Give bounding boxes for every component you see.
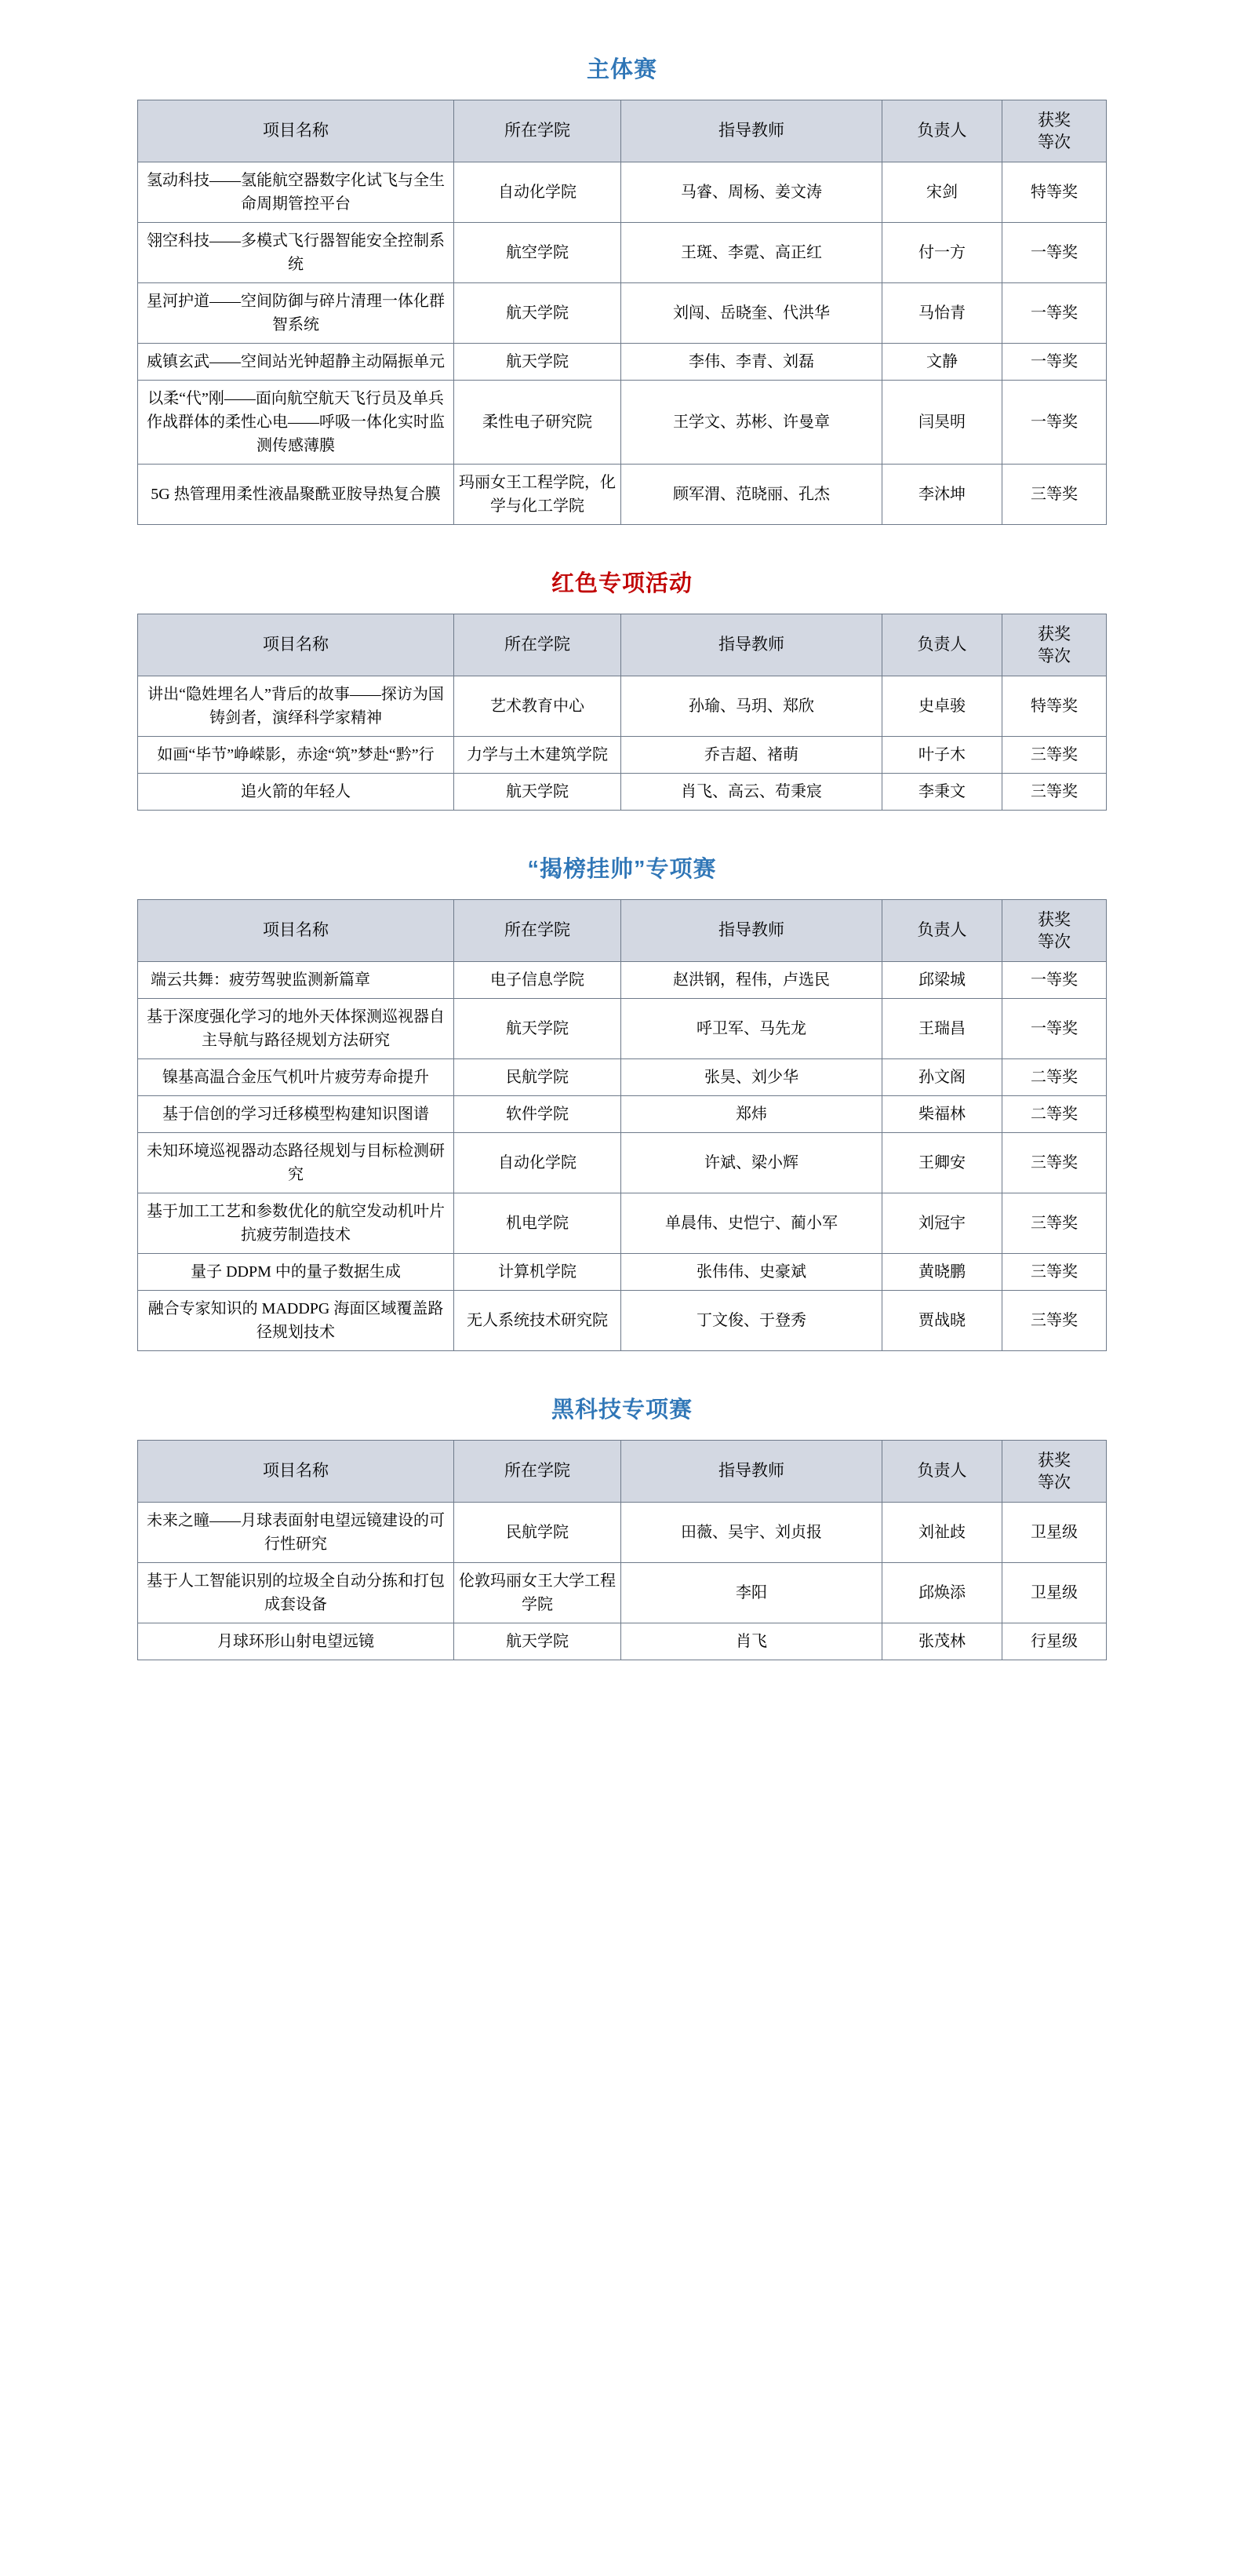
cell-project-name: 以柔“代”刚——面向航空航天飞行员及单兵作战群体的柔性心电——呼吸一体化实时监测传感薄膜: [138, 381, 454, 465]
cell-project-name: 5G 热管理用柔性液晶聚酰亚胺导热复合膜: [138, 465, 454, 525]
cell-teachers: 呼卫军、马先龙: [621, 999, 882, 1059]
cell-leader: 李沐坤: [882, 465, 1002, 525]
cell-project-name: 端云共舞：疲劳驾驶监测新篇章: [138, 962, 454, 999]
award-table: [137, 1440, 1107, 1660]
award-level-header-line2: 等次: [1038, 1473, 1071, 1492]
award-section: [0, 52, 1244, 525]
cell-project-name: 追火箭的年轻人: [138, 774, 454, 811]
cell-college: 航天学院: [454, 999, 621, 1059]
cell-project-name: 未来之瞳——月球表面射电望远镜建设的可行性研究: [138, 1503, 454, 1563]
cell-college: 民航学院: [454, 1503, 621, 1563]
cell-college: 自动化学院: [454, 1133, 621, 1193]
cell-college: 航天学院: [454, 1623, 621, 1660]
cell-award-level: 三等奖: [1002, 465, 1107, 525]
column-header-teachers: 指导教师: [621, 1441, 882, 1503]
cell-college: 机电学院: [454, 1193, 621, 1254]
cell-college: 航天学院: [454, 283, 621, 344]
cell-award-level: 一等奖: [1002, 344, 1107, 381]
cell-teachers: 丁文俊、于登秀: [621, 1291, 882, 1351]
table-row: [138, 344, 1107, 381]
section-title: 黑科技专项赛: [551, 1397, 693, 1423]
award-level-header-line1: 获奖: [1038, 909, 1071, 929]
table-row: [138, 1563, 1107, 1623]
cell-leader: 邱梁城: [882, 962, 1002, 999]
table-row: [138, 1623, 1107, 1660]
cell-award-level: 行星级: [1002, 1623, 1107, 1660]
cell-award-level: 卫星级: [1002, 1563, 1107, 1623]
table-row: [138, 676, 1107, 737]
section-title: 红色专项活动: [551, 571, 693, 596]
cell-college: 计算机学院: [454, 1254, 621, 1291]
cell-award-level: 一等奖: [1002, 999, 1107, 1059]
table-header-row: [138, 614, 1107, 676]
column-header-leader: 负责人: [882, 900, 1002, 962]
table-header-row: [138, 1441, 1107, 1503]
column-header-college: 所在学院: [454, 100, 621, 162]
cell-project-name: 翎空科技——多模式飞行器智能安全控制系统: [138, 223, 454, 283]
cell-award-level: 三等奖: [1002, 1254, 1107, 1291]
column-header-award-level: [1002, 1441, 1107, 1503]
column-header-leader: 负责人: [882, 100, 1002, 162]
table-row: [138, 381, 1107, 465]
cell-award-level: 三等奖: [1002, 1291, 1107, 1351]
cell-award-level: 一等奖: [1002, 283, 1107, 344]
sections-container: [0, 52, 1244, 1660]
cell-leader: 孙文阁: [882, 1059, 1002, 1096]
table-row: [138, 283, 1107, 344]
column-header-teachers: 指导教师: [621, 900, 882, 962]
cell-leader: 马怡青: [882, 283, 1002, 344]
award-level-header-line2: 等次: [1038, 647, 1071, 665]
cell-leader: 王瑞昌: [882, 999, 1002, 1059]
award-level-header-line1: 获奖: [1038, 110, 1071, 129]
cell-teachers: 王学文、苏彬、许曼章: [621, 381, 882, 465]
cell-teachers: 肖飞、高云、苟秉宸: [621, 774, 882, 811]
cell-award-level: 特等奖: [1002, 162, 1107, 223]
table-row: [138, 1503, 1107, 1563]
cell-project-name: 讲出“隐姓埋名人”背后的故事——探访为国铸剑者，演绎科学家精神: [138, 676, 454, 737]
table-row: [138, 465, 1107, 525]
cell-college: 自动化学院: [454, 162, 621, 223]
column-header-project-name: 项目名称: [138, 100, 454, 162]
cell-leader: 柴福林: [882, 1096, 1002, 1133]
cell-leader: 王卿安: [882, 1133, 1002, 1193]
award-level-header-line1: 获奖: [1038, 1450, 1071, 1470]
cell-teachers: 李阳: [621, 1563, 882, 1623]
cell-leader: 文静: [882, 344, 1002, 381]
table-row: [138, 1059, 1107, 1096]
award-level-header-line1: 获奖: [1038, 624, 1071, 643]
cell-teachers: 肖飞: [621, 1623, 882, 1660]
cell-project-name: 基于信创的学习迁移模型构建知识图谱: [138, 1096, 454, 1133]
table-row: [138, 223, 1107, 283]
cell-college: 民航学院: [454, 1059, 621, 1096]
column-header-college: 所在学院: [454, 1441, 621, 1503]
cell-project-name: 氢动科技——氢能航空器数字化试飞与全生命周期管控平台: [138, 162, 454, 223]
table-row: [138, 962, 1107, 999]
cell-college: 电子信息学院: [454, 962, 621, 999]
column-header-award-level: [1002, 100, 1107, 162]
cell-award-level: 二等奖: [1002, 1096, 1107, 1133]
cell-leader: 刘冠宇: [882, 1193, 1002, 1254]
cell-teachers: 张昊、刘少华: [621, 1059, 882, 1096]
table-row: [138, 737, 1107, 774]
cell-leader: 付一方: [882, 223, 1002, 283]
cell-teachers: 张伟伟、史豪斌: [621, 1254, 882, 1291]
column-header-award-level: [1002, 614, 1107, 676]
cell-project-name: 星河护道——空间防御与碎片清理一体化群智系统: [138, 283, 454, 344]
cell-project-name: 威镇玄武——空间站光钟超静主动隔振单元: [138, 344, 454, 381]
cell-award-level: 三等奖: [1002, 737, 1107, 774]
column-header-award-level: [1002, 900, 1107, 962]
cell-leader: 闫昊明: [882, 381, 1002, 465]
column-header-college: 所在学院: [454, 900, 621, 962]
table-row: [138, 1254, 1107, 1291]
cell-teachers: 顾军渭、范晓丽、孔杰: [621, 465, 882, 525]
cell-project-name: 量子 DDPM 中的量子数据生成: [138, 1254, 454, 1291]
table-row: [138, 1193, 1107, 1254]
cell-college: 航空学院: [454, 223, 621, 283]
table-row: [138, 1291, 1107, 1351]
table-row: [138, 1133, 1107, 1193]
cell-teachers: 孙瑜、马玥、郑欣: [621, 676, 882, 737]
cell-college: 无人系统技术研究院: [454, 1291, 621, 1351]
cell-project-name: 如画“毕节”峥嵘影，赤途“筑”梦赴“黔”行: [138, 737, 454, 774]
cell-award-level: 二等奖: [1002, 1059, 1107, 1096]
cell-award-level: 三等奖: [1002, 1133, 1107, 1193]
cell-teachers: 田薇、吴宇、刘贞报: [621, 1503, 882, 1563]
cell-leader: 李秉文: [882, 774, 1002, 811]
cell-teachers: 王斑、李霓、高正红: [621, 223, 882, 283]
column-header-leader: 负责人: [882, 1441, 1002, 1503]
table-header-row: [138, 900, 1107, 962]
cell-college: 航天学院: [454, 344, 621, 381]
column-header-project-name: 项目名称: [138, 900, 454, 962]
column-header-teachers: 指导教师: [621, 100, 882, 162]
column-header-project-name: 项目名称: [138, 1441, 454, 1503]
cell-project-name: 基于深度强化学习的地外天体探测巡视器自主导航与路径规划方法研究: [138, 999, 454, 1059]
cell-award-level: 特等奖: [1002, 676, 1107, 737]
column-header-teachers: 指导教师: [621, 614, 882, 676]
cell-project-name: 月球环形山射电望远镜: [138, 1623, 454, 1660]
cell-college: 艺术教育中心: [454, 676, 621, 737]
cell-college: 柔性电子研究院: [454, 381, 621, 465]
cell-leader: 刘祉歧: [882, 1503, 1002, 1563]
cell-leader: 黄晓鹏: [882, 1254, 1002, 1291]
cell-teachers: 许斌、梁小辉: [621, 1133, 882, 1193]
award-table: [137, 100, 1107, 525]
cell-award-level: 一等奖: [1002, 223, 1107, 283]
award-table: [137, 899, 1107, 1351]
award-level-header-line2: 等次: [1038, 133, 1071, 151]
cell-project-name: 未知环境巡视器动态路径规划与目标检测研究: [138, 1133, 454, 1193]
cell-college: 软件学院: [454, 1096, 621, 1133]
cell-leader: 宋剑: [882, 162, 1002, 223]
cell-teachers: 乔吉超、褚萌: [621, 737, 882, 774]
table-row: [138, 1096, 1107, 1133]
award-section: [0, 851, 1244, 1351]
column-header-college: 所在学院: [454, 614, 621, 676]
table-row: [138, 162, 1107, 223]
cell-teachers: 李伟、李青、刘磊: [621, 344, 882, 381]
cell-leader: 贾战晓: [882, 1291, 1002, 1351]
cell-teachers: 马睿、周杨、姜文涛: [621, 162, 882, 223]
section-title: “揭榜挂帅”专项赛: [527, 857, 717, 882]
cell-award-level: 三等奖: [1002, 1193, 1107, 1254]
cell-teachers: 单晨伟、史恺宁、蔺小军: [621, 1193, 882, 1254]
cell-project-name: 基于人工智能识别的垃圾全自动分拣和打包成套设备: [138, 1563, 454, 1623]
cell-leader: 史卓骏: [882, 676, 1002, 737]
cell-award-level: 卫星级: [1002, 1503, 1107, 1563]
cell-award-level: 一等奖: [1002, 381, 1107, 465]
cell-teachers: 郑炜: [621, 1096, 882, 1133]
cell-project-name: 融合专家知识的 MADDPG 海面区域覆盖路径规划技术: [138, 1291, 454, 1351]
section-title: 主体赛: [586, 57, 657, 82]
cell-leader: 邱焕添: [882, 1563, 1002, 1623]
cell-college: 伦敦玛丽女王大学工程学院: [454, 1563, 621, 1623]
award-section: [0, 566, 1244, 811]
column-header-leader: 负责人: [882, 614, 1002, 676]
cell-award-level: 三等奖: [1002, 774, 1107, 811]
column-header-project-name: 项目名称: [138, 614, 454, 676]
table-row: [138, 774, 1107, 811]
table-header-row: [138, 100, 1107, 162]
award-section: [0, 1392, 1244, 1660]
cell-award-level: 一等奖: [1002, 962, 1107, 999]
cell-college: 玛丽女王工程学院，化学与化工学院: [454, 465, 621, 525]
award-level-header-line2: 等次: [1038, 932, 1071, 951]
cell-college: 力学与土木建筑学院: [454, 737, 621, 774]
cell-teachers: 刘闯、岳晓奎、代洪华: [621, 283, 882, 344]
cell-leader: 张茂林: [882, 1623, 1002, 1660]
cell-leader: 叶子木: [882, 737, 1002, 774]
cell-project-name: 镍基高温合金压气机叶片疲劳寿命提升: [138, 1059, 454, 1096]
cell-project-name: 基于加工工艺和参数优化的航空发动机叶片抗疲劳制造技术: [138, 1193, 454, 1254]
cell-college: 航天学院: [454, 774, 621, 811]
table-row: [138, 999, 1107, 1059]
cell-teachers: 赵洪钢，程伟，卢选民: [621, 962, 882, 999]
award-table: [137, 614, 1107, 811]
